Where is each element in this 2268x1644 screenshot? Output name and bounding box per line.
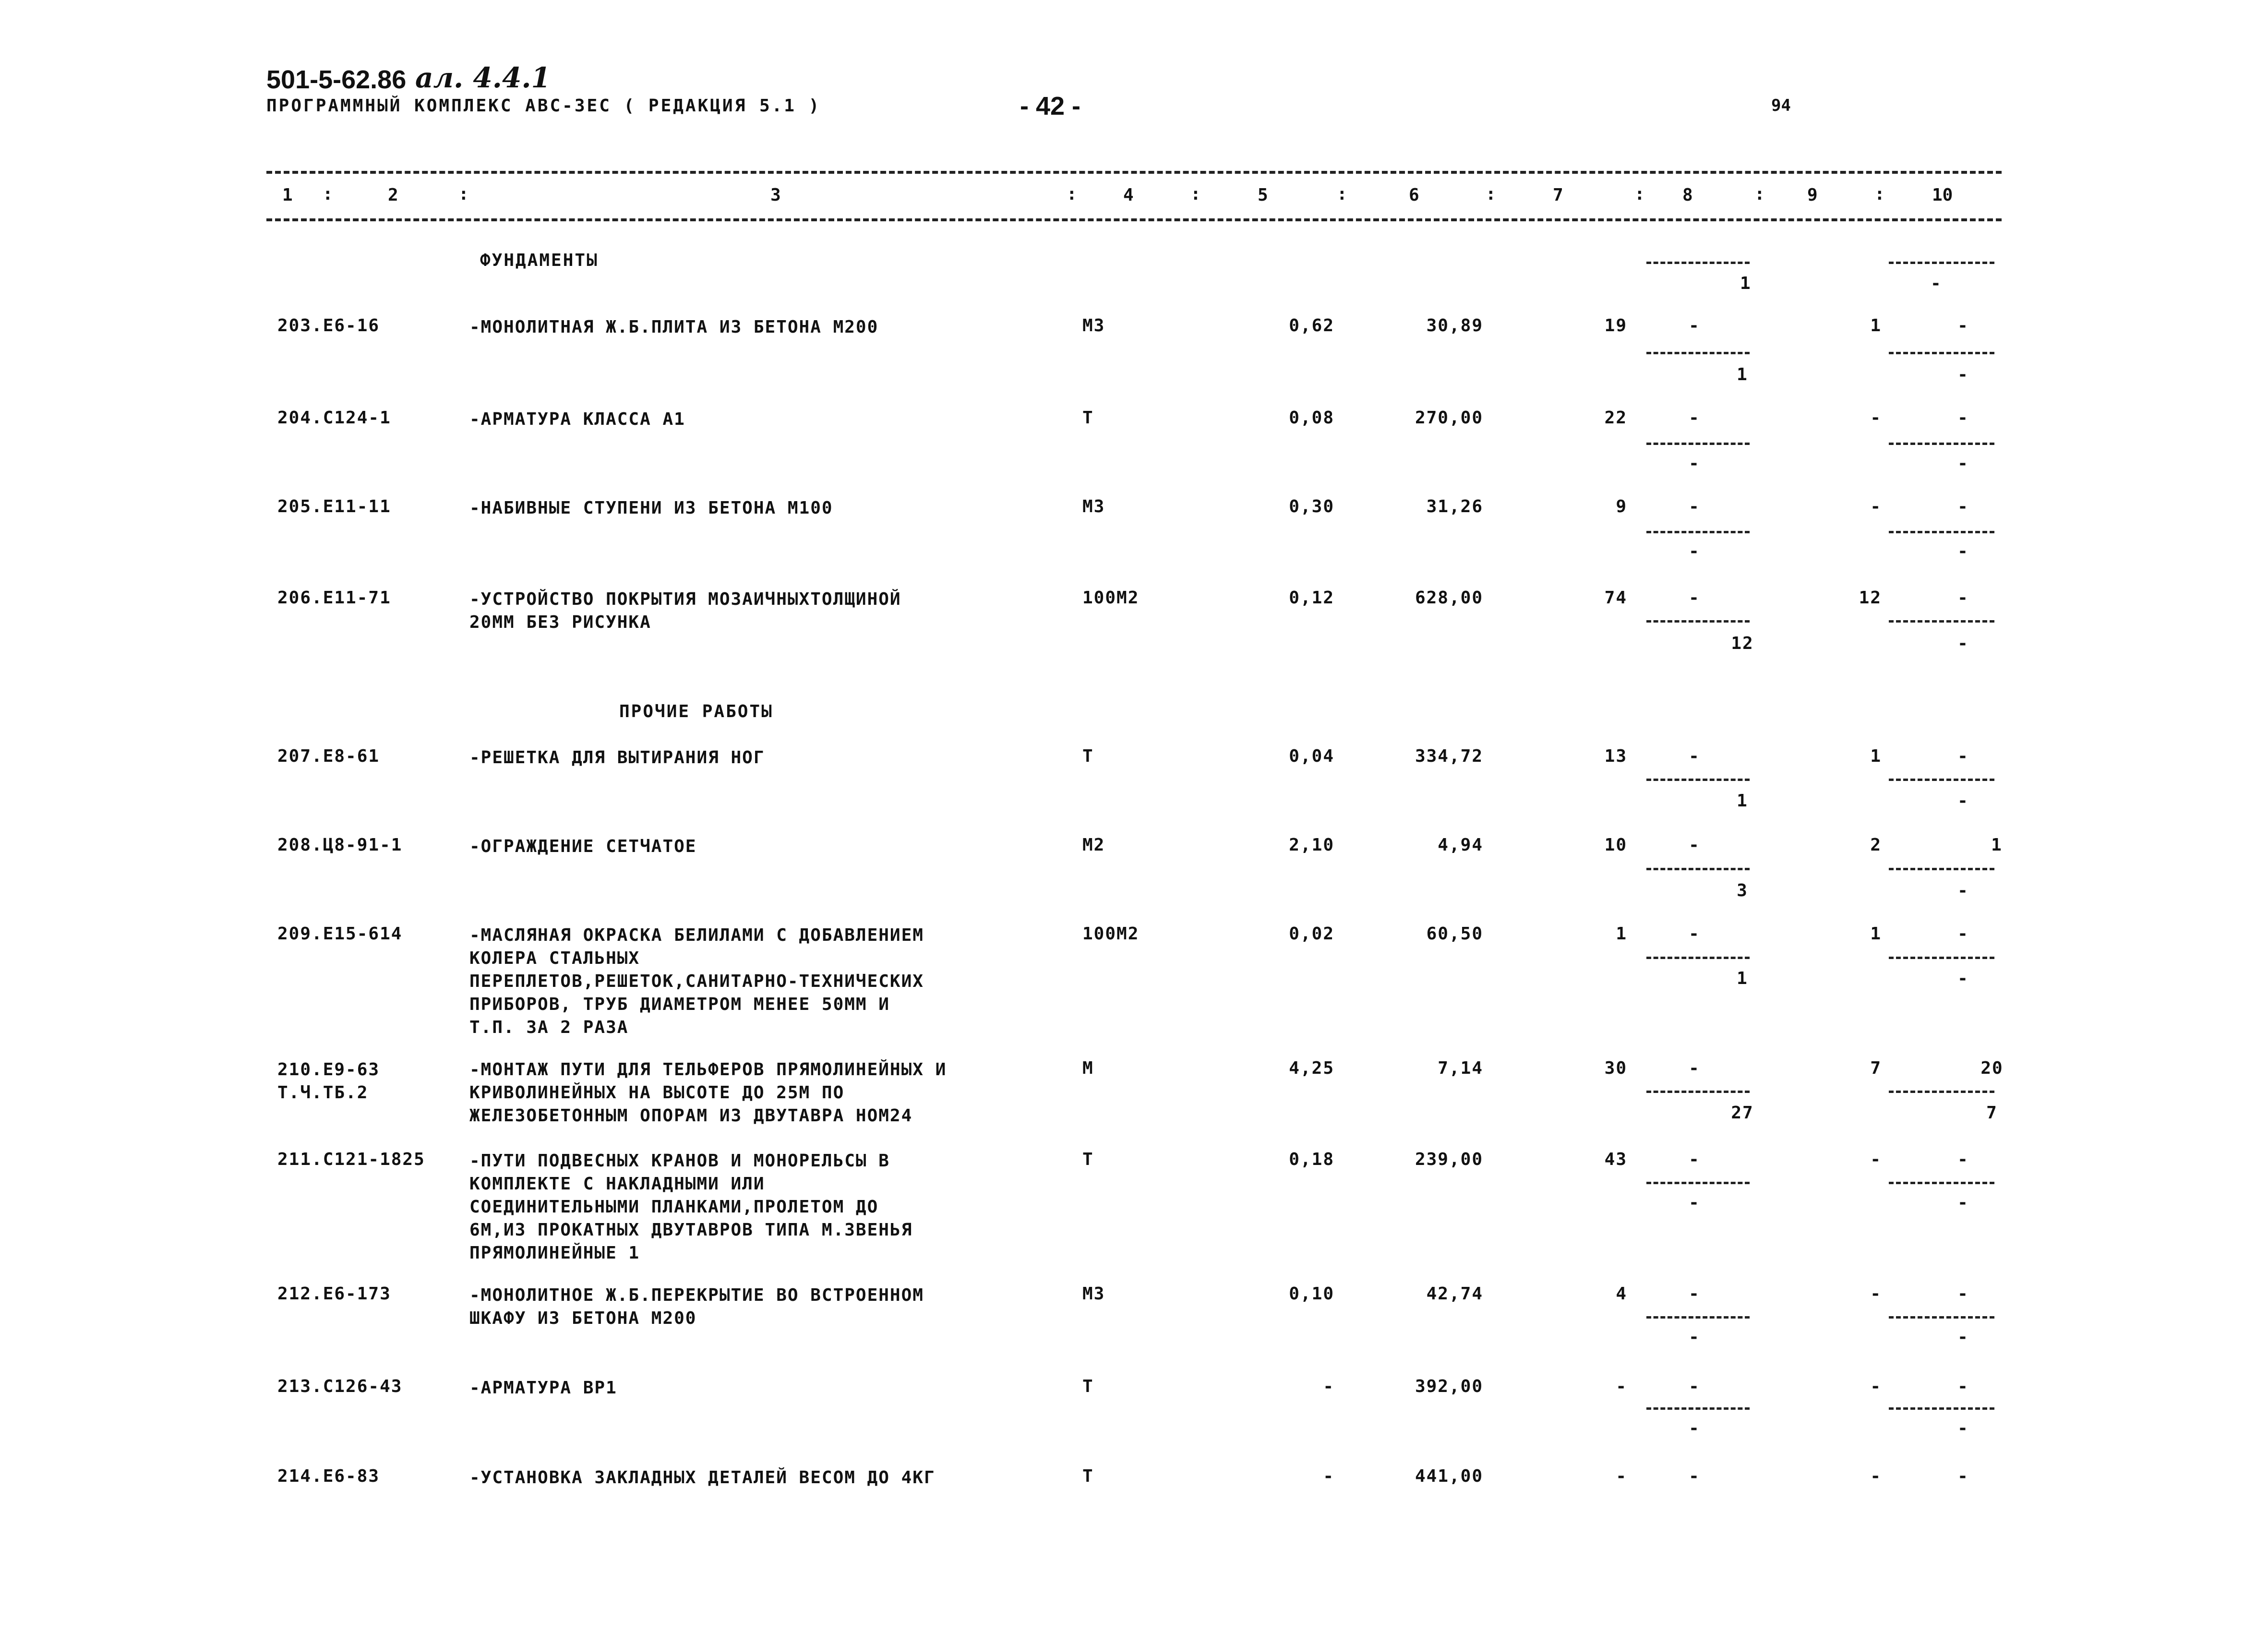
column-number-6: 6 <box>1409 185 1419 205</box>
row-description: -НАБИВНЫЕ СТУПЕНИ ИЗ БЕТОНА М100 <box>469 498 833 518</box>
row-col8-numerator: - <box>1689 1377 1700 1396</box>
row-code: 214.Е6-83 <box>277 1466 380 1486</box>
row-col8-denominator: 3 <box>1737 881 1748 900</box>
column-separator: : <box>1067 184 1077 204</box>
section-title-other-works: ПРОЧИЕ РАБОТЫ <box>619 702 773 721</box>
row-col7: 22 <box>1604 408 1627 428</box>
row-unit: М3 <box>1082 1284 1105 1304</box>
row-col10-denominator: - <box>1957 881 1969 900</box>
fraction-rule <box>1646 1091 1750 1093</box>
row-col8-numerator: - <box>1689 1466 1700 1486</box>
row-col9: - <box>1870 1284 1882 1304</box>
row-unit: Т <box>1082 746 1094 766</box>
fraction-rule <box>1646 1182 1750 1184</box>
row-col8-numerator: - <box>1689 835 1700 855</box>
row-col7: 43 <box>1604 1150 1627 1169</box>
column-separator: : <box>458 184 469 204</box>
row-unit: М2 <box>1082 835 1105 855</box>
fraction-rule <box>1889 443 1994 445</box>
fraction-rule <box>1646 443 1750 445</box>
fraction-rule <box>1646 531 1750 533</box>
row-price: 441,00 <box>1415 1466 1483 1486</box>
column-separator: : <box>1754 184 1765 204</box>
row-col10-denominator: - <box>1957 541 1969 561</box>
row-col7: 30 <box>1604 1058 1627 1078</box>
fraction-rule <box>1646 957 1750 959</box>
row-col8-denominator: - <box>1689 1193 1700 1212</box>
row-col8-numerator: - <box>1689 316 1700 336</box>
row-col8-denominator: 1 <box>1737 969 1748 988</box>
fraction-rule <box>1889 779 1994 781</box>
row-col10-denominator: - <box>1957 969 1969 988</box>
row-code: 206.Е11-71 <box>277 588 391 608</box>
row-col7: 1 <box>1616 924 1627 944</box>
column-number-2: 2 <box>388 185 398 205</box>
row-code: 207.Е8-61 <box>277 746 380 766</box>
row-code: 213.С126-43 <box>277 1377 403 1396</box>
row-col8-numerator: - <box>1689 588 1700 608</box>
row-description: -АРМАТУРА ВР1 <box>469 1378 617 1398</box>
row-col7: 4 <box>1616 1284 1627 1304</box>
fraction-rule <box>1889 868 1994 870</box>
fraction-rule <box>1646 1407 1750 1410</box>
row-price: 239,00 <box>1415 1150 1483 1169</box>
fraction-rule <box>1646 1316 1750 1319</box>
row-quantity: 0,08 <box>1289 408 1334 428</box>
row-quantity: 2,10 <box>1289 835 1334 855</box>
column-separator: : <box>1874 184 1885 204</box>
row-price: 4,94 <box>1438 835 1483 855</box>
fraction-rule <box>1889 262 1994 264</box>
row-col8-numerator: - <box>1689 746 1700 766</box>
row-quantity: 0,18 <box>1289 1150 1334 1169</box>
fraction-rule <box>1646 620 1750 623</box>
row-col7: 19 <box>1604 316 1627 336</box>
row-price: 334,72 <box>1415 746 1483 766</box>
row-code: 209.Е15-614 <box>277 924 403 944</box>
section-title-foundations: ФУНДАМЕНТЫ <box>480 251 599 270</box>
row-quantity: 0,04 <box>1289 746 1334 766</box>
page-number: - 42 - <box>1020 92 1081 120</box>
column-separator: : <box>1337 184 1347 204</box>
row-col10-numerator: - <box>1957 1377 1969 1396</box>
fraction-rule <box>1646 262 1750 264</box>
row-col9: - <box>1870 497 1882 516</box>
row-col9: 12 <box>1859 588 1882 608</box>
row-col10-denominator: - <box>1957 1418 1969 1438</box>
row-price: 628,00 <box>1415 588 1483 608</box>
row-col8-numerator: - <box>1689 924 1700 944</box>
row-col7: 74 <box>1604 588 1627 608</box>
row-description: -МОНОЛИТНАЯ Ж.Б.ПЛИТА ИЗ БЕТОНА М200 <box>469 317 879 337</box>
document-code: 501-5-62.86 <box>266 65 407 94</box>
row-quantity: 0,62 <box>1289 316 1334 336</box>
fraction-rule <box>1646 868 1750 870</box>
row-description: -РЕШЕТКА ДЛЯ ВЫТИРАНИЯ НОГ <box>469 748 765 768</box>
row-col9: - <box>1870 408 1882 428</box>
fraction-rule <box>1889 531 1994 533</box>
fraction-rule <box>1889 352 1994 354</box>
fraction-rule <box>1646 352 1750 354</box>
row-col8-numerator: - <box>1689 497 1700 516</box>
row-col9: 2 <box>1870 835 1882 855</box>
row-col10-numerator: - <box>1957 924 1969 944</box>
row-col8-denominator: - <box>1689 1418 1700 1438</box>
fraction-rule <box>1889 1182 1994 1184</box>
row-quantity: 0,30 <box>1289 497 1334 516</box>
fraction-rule <box>1646 779 1750 781</box>
row-unit: Т <box>1082 1466 1094 1486</box>
row-description: -МОНОЛИТНОЕ Ж.Б.ПЕРЕКРЫТИЕ ВО ВСТРОЕННОМ ШКАФУ ИЗ БЕТОНА М200 <box>469 1285 924 1328</box>
table-header-rule <box>266 218 2002 221</box>
row-unit: 100М2 <box>1082 588 1140 608</box>
program-title: ПРОГРАММНЫЙ КОМПЛЕКС АВС-ЗЕС ( РЕДАКЦИЯ 5.1 ) <box>266 96 821 116</box>
row-code: 211.С121-1825 <box>277 1150 425 1169</box>
row-col10-numerator: - <box>1957 1466 1969 1486</box>
row-code: 208.Ц8-91-1 <box>277 835 403 855</box>
sheet-number: 94 <box>1771 96 1791 115</box>
row-col10-denominator: - <box>1957 1193 1969 1212</box>
section-c8-denominator: 1 <box>1740 274 1752 293</box>
row-col8-denominator: - <box>1689 1327 1700 1347</box>
row-col10-denominator: - <box>1957 1327 1969 1347</box>
row-col10-numerator: - <box>1957 1284 1969 1304</box>
row-price: 392,00 <box>1415 1377 1483 1396</box>
row-col8-numerator: - <box>1689 408 1700 428</box>
column-number-1: 1 <box>282 185 293 205</box>
fraction-rule <box>1889 1091 1994 1093</box>
row-col8-denominator: 1 <box>1737 791 1748 811</box>
row-col8-numerator: - <box>1689 1150 1700 1169</box>
row-code: 212.Е6-173 <box>277 1284 391 1304</box>
row-unit: Т <box>1082 1150 1094 1169</box>
row-quantity: 0,12 <box>1289 588 1334 608</box>
table-top-rule <box>266 171 2002 174</box>
row-col10-numerator: 1 <box>1991 835 2003 855</box>
row-price: 42,74 <box>1426 1284 1483 1304</box>
row-quantity: 0,02 <box>1289 924 1334 944</box>
row-price: 30,89 <box>1426 316 1483 336</box>
row-quantity: - <box>1323 1466 1334 1486</box>
fraction-rule <box>1889 957 1994 959</box>
row-col8-numerator: - <box>1689 1284 1700 1304</box>
row-price: 270,00 <box>1415 408 1483 428</box>
row-col9: 1 <box>1870 924 1882 944</box>
row-unit: М3 <box>1082 497 1105 516</box>
row-price: 60,50 <box>1426 924 1483 944</box>
column-number-4: 4 <box>1123 185 1134 205</box>
row-col10-denominator: - <box>1957 365 1969 384</box>
row-col9: 1 <box>1870 746 1882 766</box>
row-unit: 100М2 <box>1082 924 1140 944</box>
row-unit: Т <box>1082 1377 1094 1396</box>
row-col9: 7 <box>1870 1058 1882 1078</box>
row-col7: 9 <box>1616 497 1627 516</box>
row-unit: М3 <box>1082 316 1105 336</box>
row-col10-numerator: - <box>1957 408 1969 428</box>
row-quantity: - <box>1323 1377 1334 1396</box>
row-col10-numerator: - <box>1957 1150 1969 1169</box>
row-col7: - <box>1616 1377 1627 1396</box>
fraction-rule <box>1889 1316 1994 1319</box>
row-price: 7,14 <box>1438 1058 1483 1078</box>
row-description: -АРМАТУРА КЛАССА А1 <box>469 409 685 429</box>
row-quantity: 0,10 <box>1289 1284 1334 1304</box>
row-col8-numerator: - <box>1689 1058 1700 1078</box>
row-col7: 10 <box>1604 835 1627 855</box>
row-description: -УСТАНОВКА ЗАКЛАДНЫХ ДЕТАЛЕЙ ВЕСОМ ДО 4КГ <box>469 1468 936 1488</box>
row-code: 203.Е6-16 <box>277 316 380 336</box>
column-number-9: 9 <box>1807 185 1818 205</box>
column-separator: : <box>1634 184 1645 204</box>
row-col8-denominator: 12 <box>1731 634 1754 653</box>
column-number-10: 10 <box>1932 185 1953 205</box>
row-quantity: 4,25 <box>1289 1058 1334 1078</box>
fraction-rule <box>1889 1407 1994 1410</box>
column-number-8: 8 <box>1682 185 1693 205</box>
row-col10-numerator: - <box>1957 497 1969 516</box>
row-col10-denominator: - <box>1957 791 1969 811</box>
row-description: -ОГРАЖДЕНИЕ СЕТЧАТОЕ <box>469 837 697 856</box>
row-unit: Т <box>1082 408 1094 428</box>
row-col8-denominator: 27 <box>1731 1103 1754 1123</box>
column-number-7: 7 <box>1553 185 1563 205</box>
row-col10-numerator: - <box>1957 588 1969 608</box>
row-col8-denominator: 1 <box>1737 365 1748 384</box>
row-col10-numerator: - <box>1957 746 1969 766</box>
row-col10-denominator: - <box>1957 634 1969 653</box>
row-description: -ПУТИ ПОДВЕСНЫХ КРАНОВ И МОНОРЕЛЬСЫ В КОМПЛЕКТЕ С НАКЛАДНЫМИ ИЛИ СОЕДИНИТЕЛЬНЫМИ ПЛАНКАМИ,ПРОЛЕТОМ ДО 6М,ИЗ ПРОКАТНЫХ ДВУТАВРОВ ТИПА М.ЗВЕНЬЯ ПРЯМОЛИНЕЙНЫЕ 1 <box>469 1151 913 1263</box>
fraction-rule <box>1889 620 1994 623</box>
column-separator: : <box>323 184 333 204</box>
row-col9: 1 <box>1870 316 1882 336</box>
column-separator: : <box>1190 184 1201 204</box>
column-number-3: 3 <box>770 185 781 205</box>
handwritten-album-note: ал. 4.4.1 <box>415 61 551 94</box>
row-description: -МАСЛЯНАЯ ОКРАСКА БЕЛИЛАМИ С ДОБАВЛЕНИЕМ КОЛЕРА СТАЛЬНЫХ ПЕРЕПЛЕТОВ,РЕШЕТОК,САНИТАРНО-ТЕХНИЧЕСКИХ ПРИБОРОВ, ТРУБ ДИАМЕТРОМ МЕНЕЕ 50ММ И Т.П. ЗА 2 РАЗА <box>469 925 924 1037</box>
row-col10-denominator: - <box>1957 454 1969 473</box>
row-col9: - <box>1870 1150 1882 1169</box>
row-col10-denominator: 7 <box>1986 1103 1998 1123</box>
row-unit: М <box>1082 1058 1094 1078</box>
row-price: 31,26 <box>1426 497 1483 516</box>
row-col7: - <box>1616 1466 1627 1486</box>
column-separator: : <box>1486 184 1496 204</box>
row-code: 204.С124-1 <box>277 408 391 428</box>
column-number-5: 5 <box>1258 185 1268 205</box>
section-c10-denominator: - <box>1931 274 1941 293</box>
row-col8-denominator: - <box>1689 454 1700 473</box>
row-col9: - <box>1870 1377 1882 1396</box>
row-code: 205.Е11-11 <box>277 497 391 516</box>
row-col10-numerator: - <box>1957 316 1969 336</box>
row-description: -МОНТАЖ ПУТИ ДЛЯ ТЕЛЬФЕРОВ ПРЯМОЛИНЕЙНЫХ И КРИВОЛИНЕЙНЫХ НА ВЫСОТЕ ДО 25М ПО ЖЕЛЕЗОБЕТОННЫМ ОПОРАМ ИЗ ДВУТАВРА НОМ24 <box>469 1060 947 1126</box>
row-col7: 13 <box>1604 746 1627 766</box>
row-col10-numerator: 20 <box>1980 1058 2004 1078</box>
row-col9: - <box>1870 1466 1882 1486</box>
row-code: 210.Е9-63 Т.Ч.ТБ.2 <box>277 1060 380 1103</box>
row-description: -УСТРОЙСТВО ПОКРЫТИЯ МОЗАИЧНЫХТОЛЩИНОЙ 20ММ БЕЗ РИСУНКА <box>469 589 901 632</box>
row-col8-denominator: - <box>1689 541 1700 561</box>
